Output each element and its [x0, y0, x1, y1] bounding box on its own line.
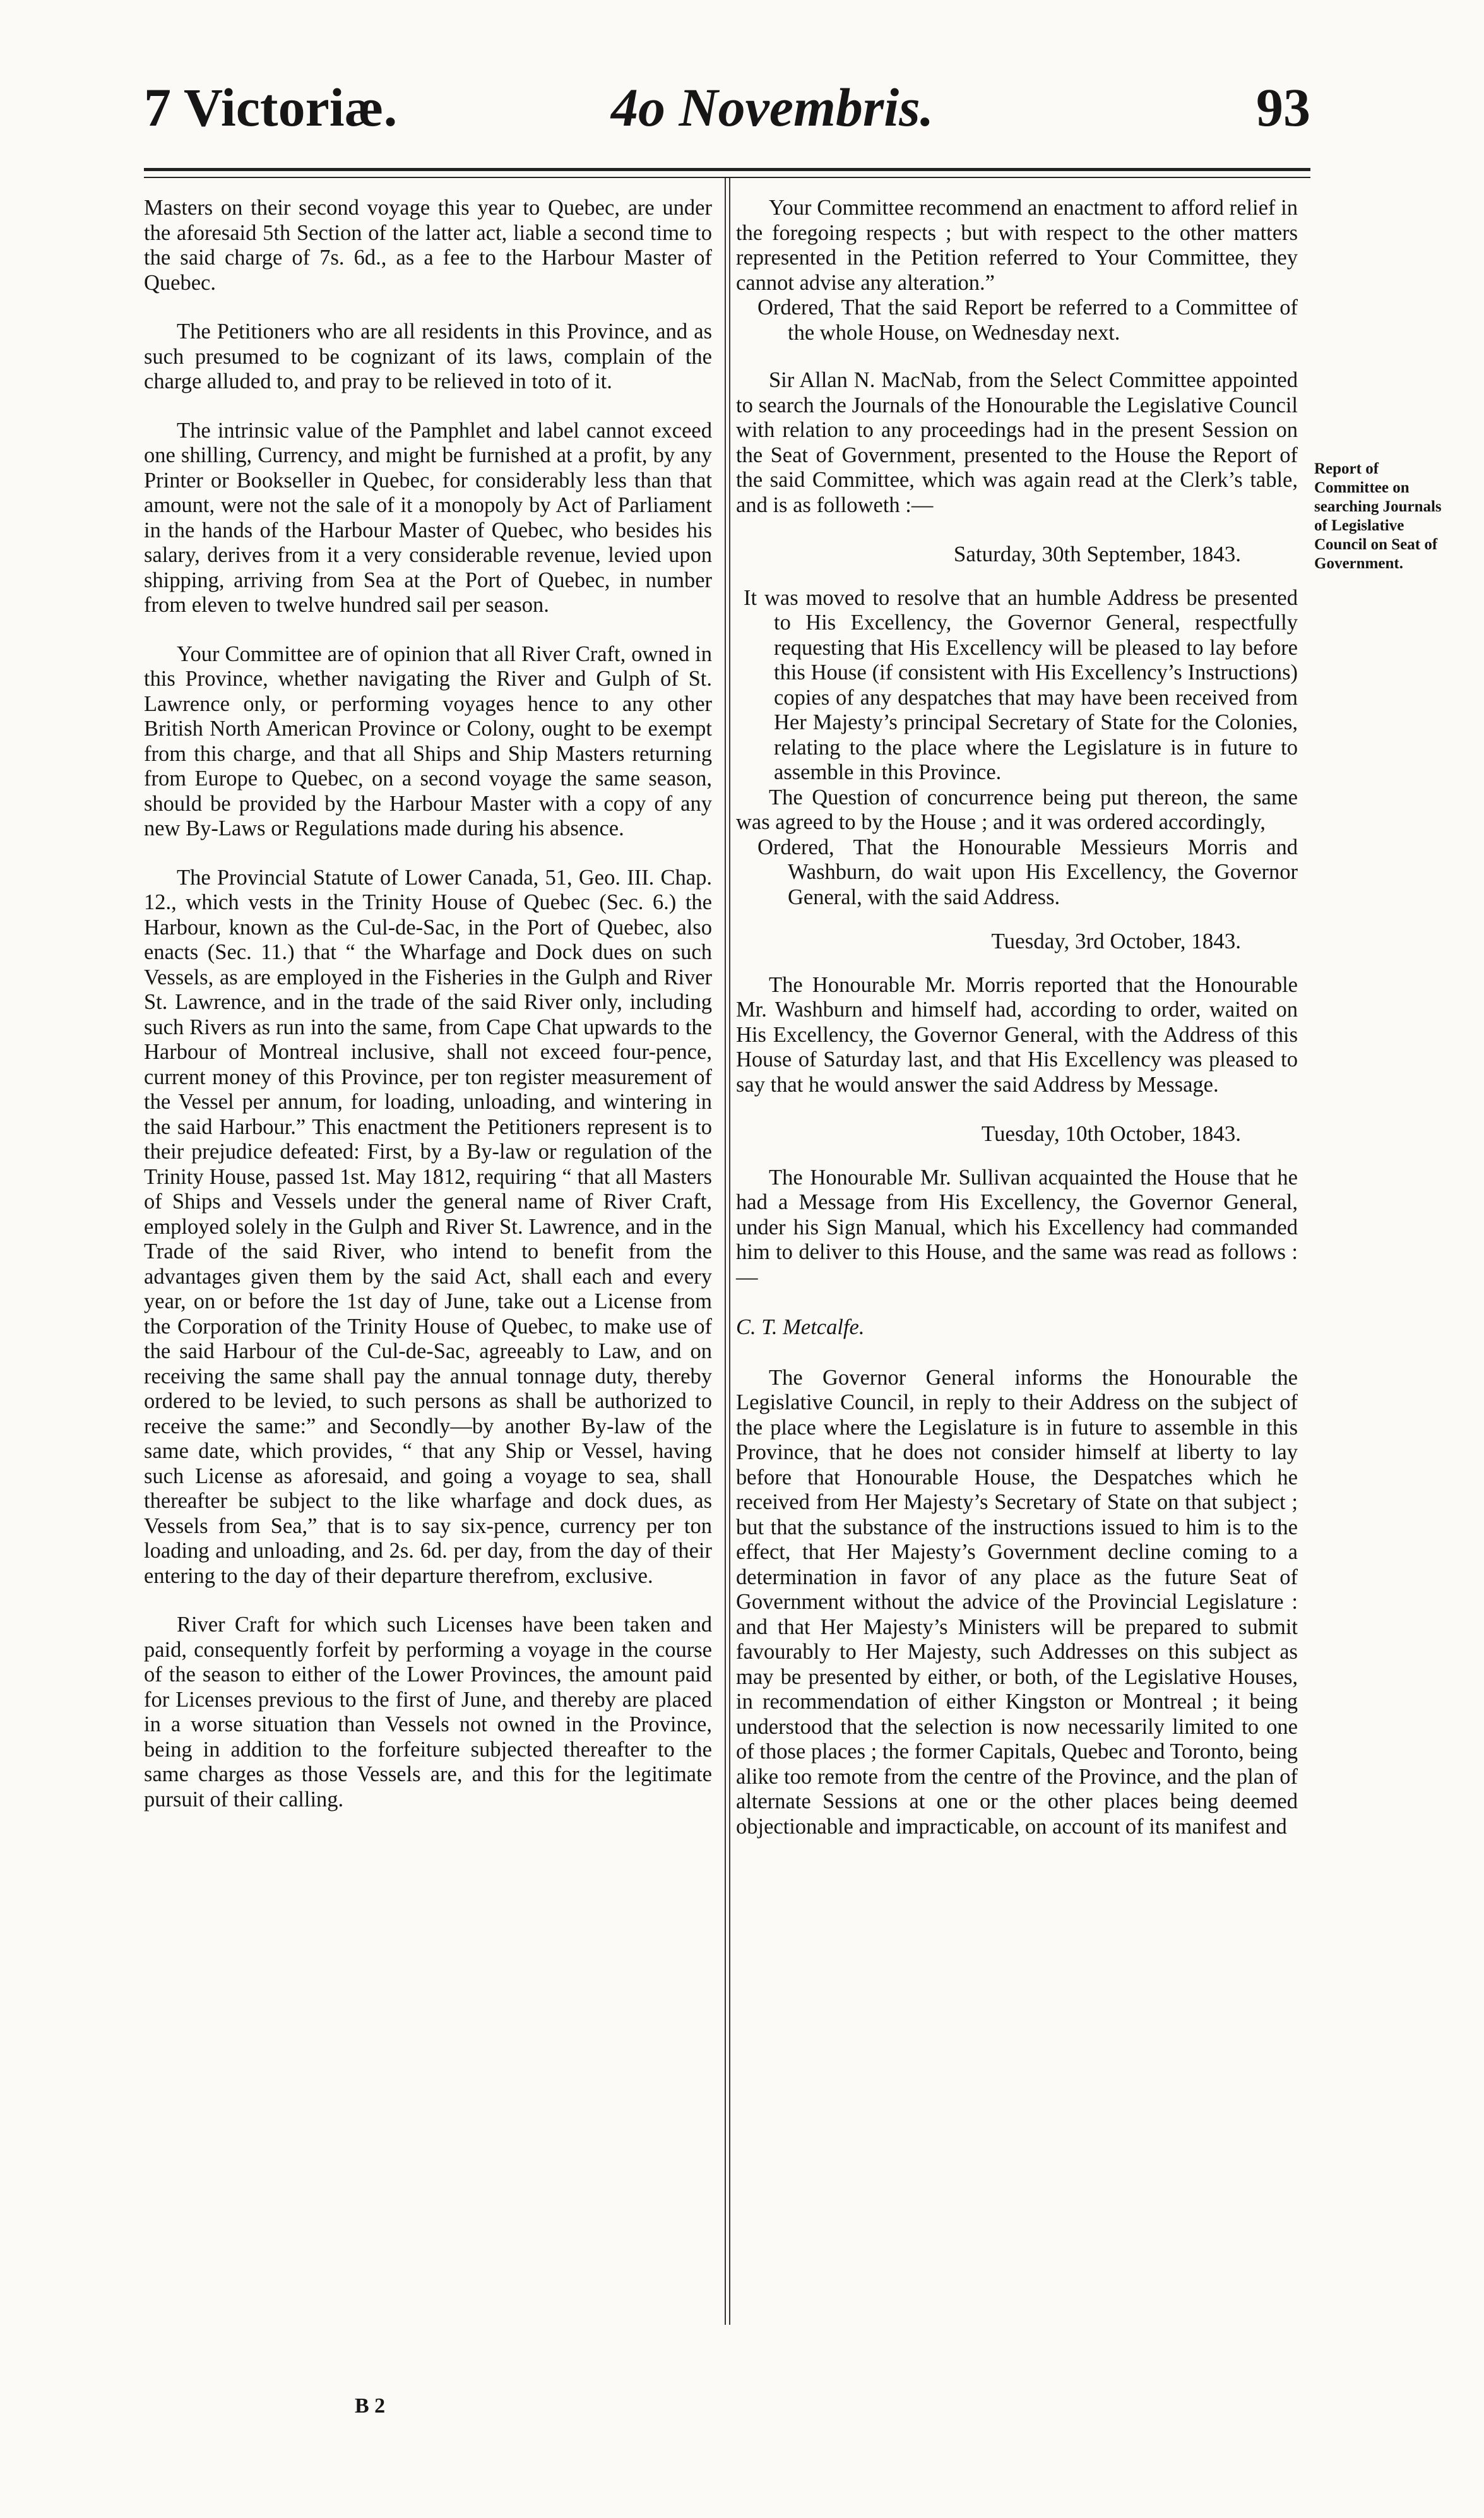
header-rule-thick	[144, 168, 1310, 171]
resolution-paragraph: It was moved to resolve that an humble Address be presented to His Excellency, the Governor General, respectfully requesting that His Excellency will be pleased to lay before this House (if consistent with His Excellency’s Instructions) copies of any despatches that may have been received from Her Majesty’s principal Secretary of State for the Colonies, relating to the place where the Legislature is in future to assemble in this Province.	[744, 585, 1298, 784]
paragraph: The Honourable Mr. Morris reported that the Honourable Mr. Washburn and himself had, according to order, waited on His Excellency, the Governor General, with the Address of this House of Saturday last, and that His Excellency was pleased to say that he would answer the said Address by Message.	[736, 972, 1298, 1097]
paragraph: The Question of concurrence being put thereon, the same was agreed to by the House ; and it was ordered accordingly,	[736, 785, 1298, 834]
marginal-note: Report of Committee on searching Journals of Legislative Council on Seat of Government.	[1314, 460, 1442, 572]
governor-signature: C. T. Metcalfe.	[736, 1315, 865, 1339]
paragraph: Your Committee recommend an enactment to afford relief in the foregoing respects ; but with respect to the other matters represented in the Petition referred to Your Committee, they cannot advise any alteration.”	[736, 196, 1298, 295]
paragraph: The intrinsic value of the Pamphlet and label cannot exceed one shilling, Currency, and might be furnished at a profit, by any Printer or Bookseller in Quebec, for considerably less than that amount, were not the sale of it a monopoly by Act of Parliament in the hands of the Harbour Master of Quebec, who besides his salary, derives from it a very considerable revenue, levied upon shipping, arriving from Sea at the Port of Quebec, in number from eleven to twelve hundred sail per season.	[144, 418, 712, 617]
paragraph: Your Committee are of opinion that all River Craft, owned in this Province, whether navigating the River and Gulph of St. Lawrence only, or performing voyages hence to any other British North American Province or Colony, ought to be exempt from this charge, and that all Ships and Ship Masters returning from Europe to Quebec, on a second voyage the same season, should be provided by the Harbour Master with a copy of any new By-Laws or Regulations made during his absence.	[144, 641, 712, 840]
paragraph: Sir Allan N. MacNab, from the Select Committee appointed to search the Journals of the Honourable the Legislative Council with relation to any proceedings had in the present Session on the Seat of Government, presented to the House the Report of the said Committee, which was again read at the Clerk’s table, and is as followeth :—	[736, 368, 1298, 517]
left-column	[144, 196, 712, 1836]
dateline: Tuesday, 3rd October, 1843.	[991, 929, 1241, 953]
dateline: Saturday, 30th September, 1843.	[953, 542, 1241, 566]
order-paragraph: Ordered, That the said Report be referred to a Committee of the whole House, on Wednesday next.	[757, 295, 1298, 345]
paragraph: Masters on their second voyage this year to Quebec, are under the aforesaid 5th Section of the latter act, liable a second time to the said charge of 7s. 6d., as a fee to the Harbour Master of Quebec.	[144, 196, 712, 295]
column-divider	[725, 178, 730, 2325]
signature-mark: B 2	[355, 2394, 386, 2418]
paragraph: The Provincial Statute of Lower Canada, 51, Geo. III. Chap. 12., which vests in the Trinity House of Quebec (Sec. 6.) the Harbour, known as the Cul-de-Sac, in the Port of Quebec, also enacts (Sec. 11.) that “ the Wharfage and Dock dues on such Vessels, as are employed in the Fisheries in the Gulph and River St. Lawrence, and in the trade of the said River only, including such Rivers as run into the same, from Cape Chat upwards to the Harbour of Montreal inclusive, shall not exceed four-pence, current money of this Province, per ton register measurement of the Vessel per annum, for loading, unloading, and wintering in the said Harbour.” This enactment the Petitioners represent is to their prejudice defeated: First, by a By-law or regulation of the Trinity House, passed 1st. May 1812, requiring “ that all Masters of Ships and Vessels under the general name of River Craft, employed solely in the Gulph and River St. Lawrence, and in the Trade of the said River, who intend to benefit from the advantages given them by the said Act, shall each and every year, on or before the 1st day of June, take out a License from the Corporation of the Trinity House of Quebec, to make use of the said Harbour of the Cul-de-Sac, agreeably to Law, and on receiving the same shall pay the annual tonnage duty, thereby ordered to be levied, to such persons as shall be authorized to receive the same:” and Secondly—by another By-law of the same date, which provides, “ that any Ship or Vessel, having such License as aforesaid, and going a voyage to sea, shall thereafter be subject to the like wharfage and dock dues, as Vessels from Sea,” that is to say six-pence, currency per ton loading and unloading, and 2s. 6d. per day, from the day of their entering to the day of their departure therefrom, exclusive.	[144, 865, 712, 1588]
paragraph: The Honourable Mr. Sullivan acquainted the House that he had a Message from His Excellency, the Governor General, under his Sign Manual, which his Excellency had commanded him to deliver to this House, and the same was read as follows :—	[736, 1165, 1298, 1289]
right-column	[736, 196, 1298, 1863]
running-head	[144, 76, 1310, 145]
page-number: 93	[1256, 77, 1310, 138]
dateline: Tuesday, 10th October, 1843.	[981, 1121, 1241, 1146]
paragraph: The Governor General informs the Honourable the Legislative Council, in reply to their Address on the subject of the place where the Legislature is in future to assemble in this Province, that he does not consider himself at liberty to lay before that Honourable House, the Despatches which he received from Her Majesty’s Secretary of State on that subject ; but that the substance of the instructions issued to him is to the effect, that Her Majesty’s Government decline coming to a determination in favor of any place as the future Seat of Government without the advice of the Provincial Legislature : and that Her Majesty’s Ministers will be prepared to submit favourably to Her Majesty, such Addresses on this subject as may be presented by either, or both, of the Legislative Houses, in recommendation of either Kingston or Montreal ; it being understood that the selection is now necessarily limited to one of those places ; the former Capitals, Quebec and Toronto, being alike too remote from the centre of the Province, and the plan of alternate Sessions at one or the other places being deemed objectionable and impracticable, on account of its manifest and	[736, 1365, 1298, 1839]
order-paragraph: Ordered, That the Honourable Messieurs Morris and Washburn, do wait upon His Excellency, the Governor General, with the said Address.	[757, 835, 1298, 909]
paragraph: The Petitioners who are all residents in this Province, and as such presumed to be cognizant of its laws, complain of the charge alluded to, and pray to be relieved in toto of it.	[144, 319, 712, 393]
session-date: 4o Novembris.	[611, 77, 934, 138]
regnal-year: 7 Victoriæ.	[144, 77, 398, 138]
paragraph: River Craft for which such Licenses have been taken and paid, consequently forfeit by performing a voyage in the course of the season to either of the Lower Provinces, the amount paid for Licenses previous to the first of June, and thereby are placed in a worse situation than Vessels not owned in the Province, being in addition to the forfeiture subjected thereafter to the same charges as those Vessels are, and this for the legitimate pursuit of their calling.	[144, 1613, 712, 1811]
